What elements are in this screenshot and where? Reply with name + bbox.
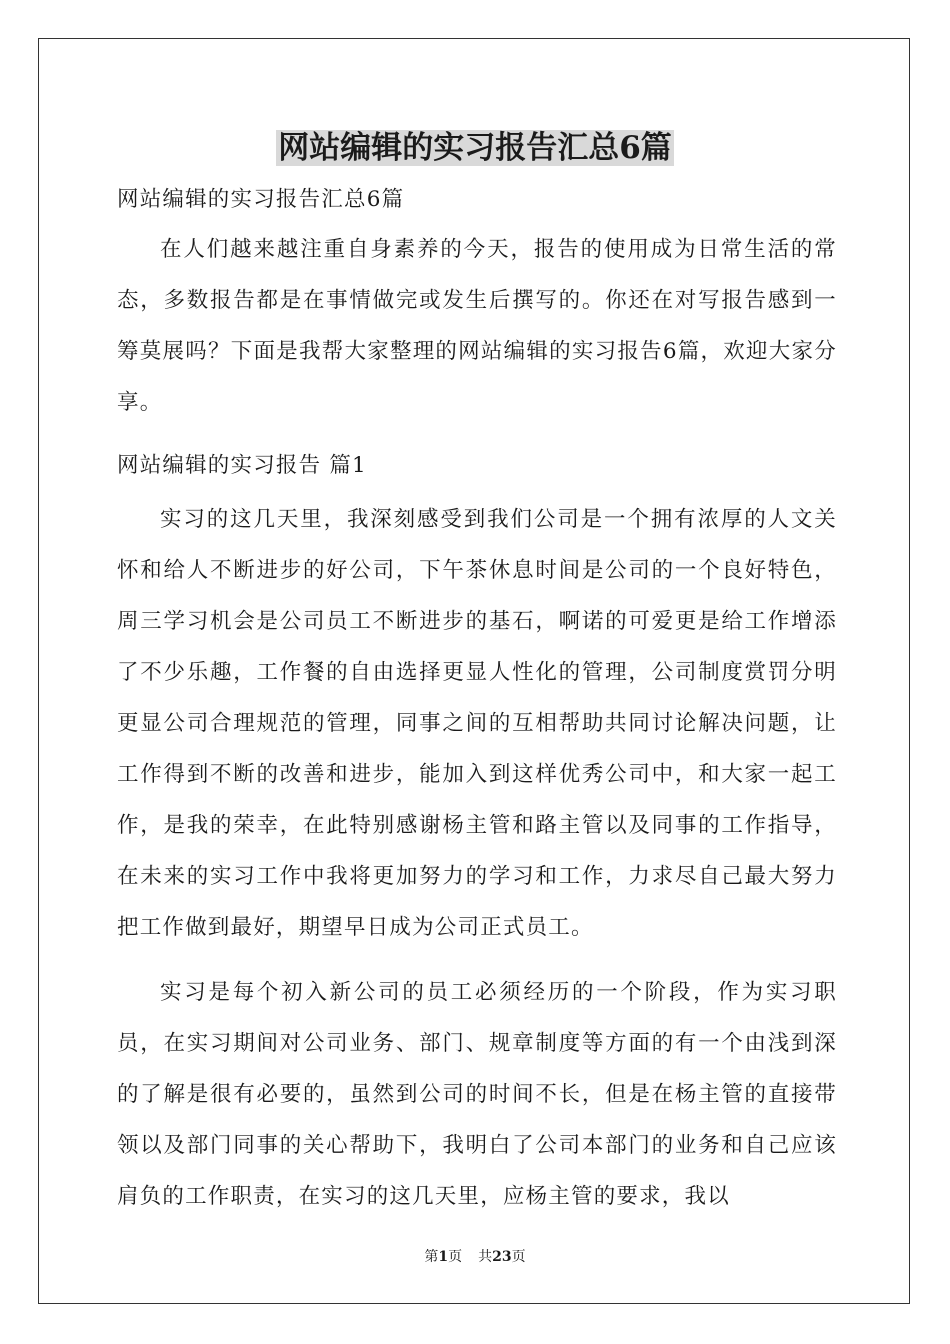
document-title (0, 126, 950, 170)
body-paragraph: 实习是每个初入新公司的员工必须经历的一个阶段，作为实习职员，在实习期间对公司业务、部门、规章制度等方面的有一个由浅到深的了解是很有必要的，虽然到公司的时间不长，但是在杨主管的直接带领以及部门同事的关心帮助下，我明白了公司本部门的业务和自己应该肩负的工作职责，在实习的这几天里，应杨主管的要求，我以 (117, 980, 837, 1209)
body-paragraph: 实习的这几天里，我深刻感受到我们公司是一个拥有浓厚的人文关怀和给人不断进步的好公司，下午茶休息时间是公司的一个良好特色，周三学习机会是公司员工不断进步的基石，啊诺的可爱更是给工作增添了不少乐趣，工作餐的自由选择更显人性化的管理，公司制度赏罚分明更显公司合理规范的管理，同事之间的互相帮助共同讨论解决问题，让工作得到不断的改善和进步，能加入到这样优秀公司中，和大家一起工作，是我的荣幸，在此特别感谢杨主管和路主管以及同事的工作指导，在未来的实习工作中我将更加努力的学习和工作，力求尽自己最大努力把工作做到最好，期望早日成为公司正式员工。 (117, 507, 837, 940)
page-prefix: 第 (424, 1249, 439, 1265)
page-number: 1 (438, 1249, 449, 1265)
page-total: 23 (492, 1249, 512, 1265)
section-heading: 网站编辑的实习报告 篇1 (117, 453, 367, 478)
page-suffix: 页 (448, 1249, 463, 1265)
total-suffix: 页 (511, 1249, 526, 1265)
total-prefix: 共 (478, 1249, 493, 1265)
document-title-text: 网站编辑的实习报告汇总6篇 (278, 130, 672, 166)
page-footer (0, 1246, 950, 1266)
document-body (117, 176, 837, 1222)
intro-paragraph: 在人们越来越注重自身素养的今天，报告的使用成为日常生活的常态，多数报告都是在事情做完或发生后撰写的。你还在对写报告感到一筹莫展吗？下面是我帮大家整理的网站编辑的实习报告6篇，欢迎大家分享。 (117, 237, 837, 415)
subtitle-line: 网站编辑的实习报告汇总6篇 (117, 187, 405, 212)
